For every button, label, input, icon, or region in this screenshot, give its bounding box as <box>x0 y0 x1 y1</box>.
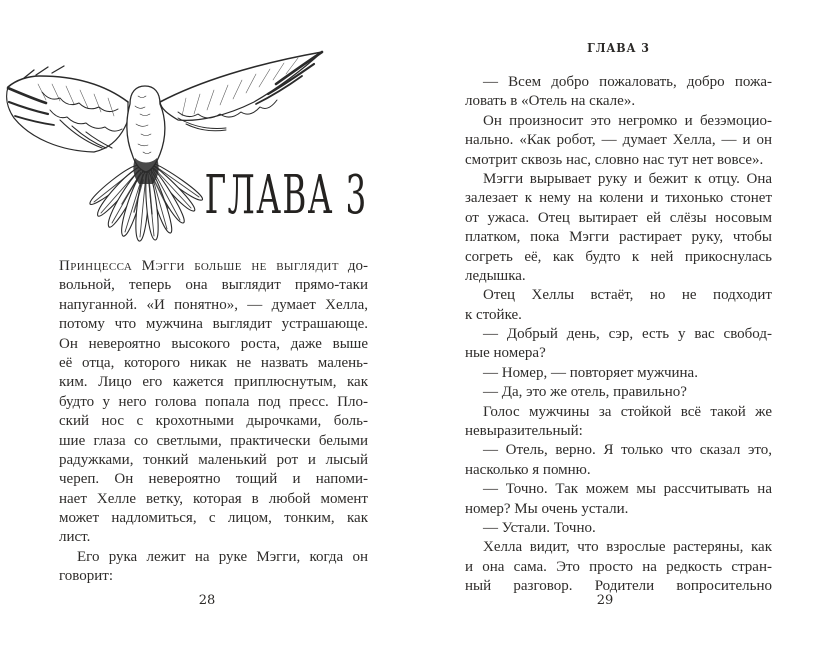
text-line: — Устали. Точно. <box>483 519 596 536</box>
text-line: насколько я помню. <box>465 461 591 478</box>
text-line: — Точно. Так можем мы рассчитывать на <box>483 481 772 498</box>
text-line: говорит: <box>59 568 114 585</box>
chapter-title-text: ГЛАВА 3 <box>205 163 368 227</box>
text-line: радужками, тонкий маленький рот и лысый <box>59 451 368 468</box>
right-page-text <box>465 73 772 597</box>
text-line: и она сама. Это просто на редкость стран- <box>465 558 772 575</box>
text-line: Голос мужчины за стойкой всё такой же <box>483 403 772 420</box>
text-line: смотрит сквозь нас, словно нас тут нет вовсе». <box>465 151 764 168</box>
text-line: Он невероятно высокого роста, даже выше <box>59 335 368 352</box>
text-line: её отца, которого никак не назвать малень- <box>59 354 368 371</box>
text-line: ловать в «Отель на скале». <box>465 93 636 110</box>
text-line: — Номер, — повторяет мужчина. <box>483 364 698 381</box>
text-line: лист. <box>59 529 91 546</box>
text-line: Хелла видит, что взрослые растеряны, как <box>483 539 772 556</box>
text-line: Он произносит это негромко и безэмоцио- <box>483 112 772 129</box>
text-line: ный разговор. Родители вопросительно <box>465 578 772 595</box>
text-line: ский нос с крохотными дырочками, боль- <box>59 413 368 430</box>
text-line: Принцесса Мэгги больше не выглядит до- <box>59 258 368 274</box>
text-line: — Отель, верно. Я только что сказал это, <box>483 442 772 459</box>
text-line: шие глаза со светлыми, практически белыми <box>59 432 368 449</box>
text-line: — Добрый день, сэр, есть у вас свобод- <box>483 326 772 343</box>
text-line: от ужаса. Отец вытирает ей слёзы носовым <box>465 209 772 226</box>
text-line: ким. Лицо его кажется приплюснутым, как <box>59 374 368 391</box>
text-line: невыразительный: <box>465 423 583 440</box>
text-line: потому что мужчина выглядит устрашающе. <box>59 316 368 333</box>
running-header: ГЛАВА 3 <box>587 41 650 55</box>
text-line: номер? Мы очень устали. <box>465 500 629 517</box>
text-line: — Всем добро пожаловать, добро пожа- <box>483 74 772 90</box>
chapter-title <box>128 163 368 230</box>
text-line: Его рука лежит на руке Мэгги, когда он <box>77 548 368 565</box>
text-line: будто у него голова попала под пресс. Пло- <box>59 393 368 410</box>
page-number-right: 29 <box>596 593 614 608</box>
text-line: Мэгги вырывает руку и бежит к отцу. Она <box>483 170 772 187</box>
text-line: — Да, это же отель, правильно? <box>483 384 687 401</box>
left-page-text <box>59 257 368 587</box>
text-line: напуганной. «И понятно», — думает Хелла, <box>59 296 368 313</box>
text-line: залезает к нему на колени и тихонько стонет <box>465 190 772 207</box>
text-line: ледышка. <box>465 267 526 284</box>
text-line: согреть её, как будто к ней прикоснулась <box>465 248 772 265</box>
text-line: ные номера? <box>465 345 546 362</box>
text-line: Отец Хеллы встаёт, но не подходит <box>483 287 772 304</box>
page-number-left: 28 <box>198 593 216 608</box>
text-line: к стойке. <box>465 306 522 323</box>
text-line: может надломиться, с лицом, тонким, как <box>59 510 368 527</box>
text-line: нает Хелле ветку, которая в любой момент <box>59 490 368 507</box>
text-line: вольной, теперь она выглядит прямо-таки <box>59 277 368 294</box>
small-caps-lead: Принцесса Мэгги больше не выглядит <box>59 258 339 274</box>
text-line: платком, пока Мэгги растирает руку, чтобы <box>465 229 772 246</box>
text-line: череп. Он невероятно тощий и напоми- <box>59 471 368 488</box>
text-line: нально. «Как робот, — думает Хелла, — и он <box>465 132 772 149</box>
